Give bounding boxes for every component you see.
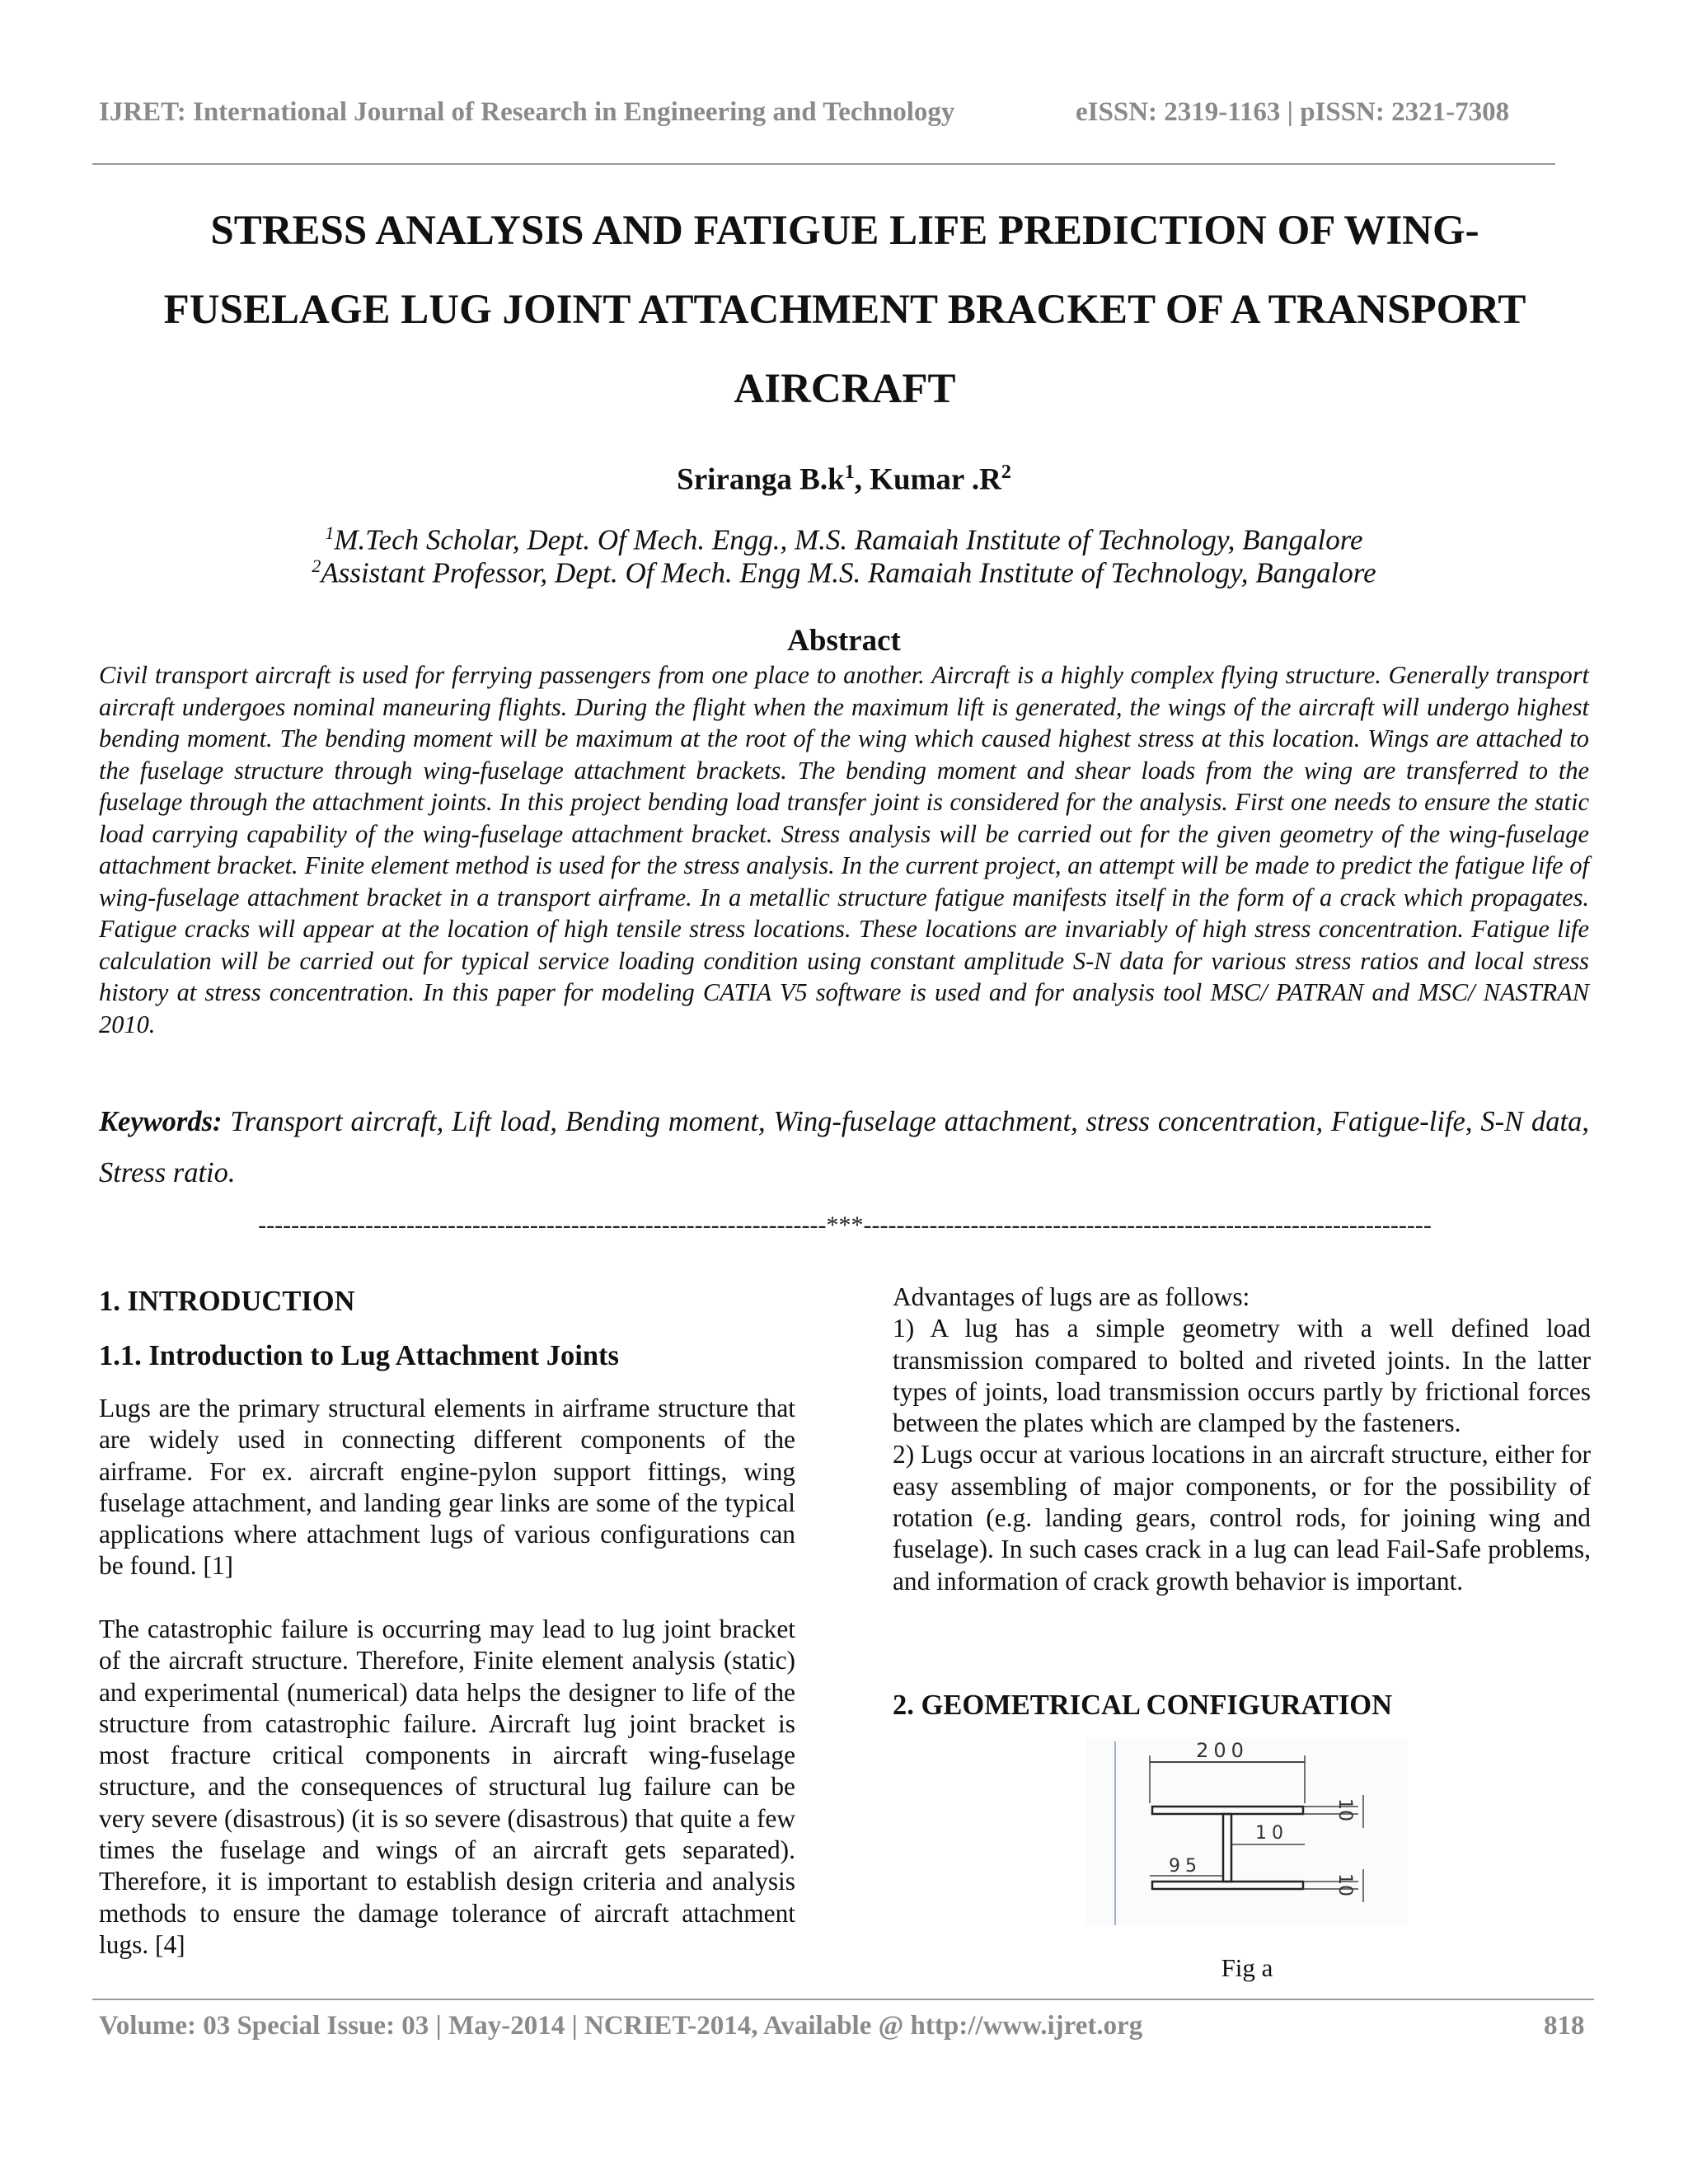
title-line-3: AIRCRAFT — [734, 366, 956, 412]
affiliation-1-text: M.Tech Scholar, Dept. Of Mech. Engg., M.S. Ramaiah Institute of Technology, Bangalore — [334, 523, 1363, 556]
affiliation-2 — [0, 555, 1688, 590]
author-separator: , — [854, 462, 870, 497]
intro-paragraph-2-text: The catastrophic failure is occurring may lead to lug joint bracket of the aircraft structure. Therefore, Finite element analysis (static) and experimental (numerical) data helps the designer to life of the structure from catastrophic failure. Aircraft lug joint bracket is most fracture critical components in aircraft wing-fuselage structure, and the consequences of structural lug failure can be very severe (disastrous) (it is so severe (disastrous) that quite a few times the fuselage and wings of an aircraft gets separated). Therefore, it is important to establish design criteria and analysis methods to ensure the damage tolerance of aircraft attachment lugs. [4] — [99, 1615, 795, 1959]
lug-advantage-item: 2) Lugs occur at various locations in an aircraft structure, either for easy assembling of major components, or for the possibility of rotation (e.g. landing gears, control rods, for joining wing and fuselage). In such cases crack in a lug can lead Fail-Safe problems, and information of crack growth behavior is important. — [893, 1440, 1591, 1596]
section-separator: ---------------------------------------------------------------------***--------------------------------------------------------------------- — [258, 1212, 1432, 1239]
figure-background — [1086, 1737, 1408, 1925]
lug-advantages — [893, 1282, 1591, 1597]
abstract-heading: Abstract — [787, 624, 901, 658]
title-line-2: FUSELAGE LUG JOINT ATTACHMENT BRACKET OF A TRANSPORT — [163, 287, 1526, 333]
figure-caption: Fig a — [1221, 1953, 1273, 1982]
author-2-name: Kumar .R — [870, 462, 1001, 497]
affiliation-1 — [0, 523, 1688, 557]
author-2-sup: 2 — [1001, 462, 1011, 483]
bottom-dimension-label: 95 — [1169, 1856, 1202, 1877]
i-section-figure — [1086, 1737, 1408, 1925]
abstract-body: Civil transport aircraft is used for ferrying passengers from one place to another. Aircraft is a highly complex flying structure. Generally transport aircraft undergoes nominal maneuring flights. During the flight when the maximum lift is generated, the wings of the aircraft will undergo highest bending moment. The bending moment will be maximum at the root of the wing which caused highest stress at this location. Wings are attached to the fuselage structure through wing-fuselage attachment brackets. The bending moment and shear loads from the wing are transferred to the fuselage through the attachment joints. In this project bending load transfer joint is considered for the analysis. First one needs to ensure the static load carrying capability of the wing-fuselage attachment bracket. Stress analysis will be carried out for the given geometry of the wing-fuselage attachment bracket. Finite element method is used for the stress analysis. In the current project, an attempt will be made to predict the fatigue life of wing-fuselage attachment bracket in a transport airframe. In a metallic structure fatigue manifests itself in the form of a crack which propagates. Fatigue cracks will appear at the location of high tensile stress locations. These locations are invariably of high stress concentration. Fatigue life calculation will be carried out for typical service loading condition using constant amplitude S-N data for various stress ratios and local stress history at stress concentration. In this paper for modeling CATIA V5 software is used and for analysis tool MSC/ PATRAN and MSC/ NASTRAN 2010. — [99, 661, 1589, 1038]
affiliation-2-sup: 2 — [312, 555, 321, 576]
keywords-label: Keywords: — [99, 1106, 223, 1137]
section-heading-introduction: 1. INTRODUCTION — [99, 1286, 355, 1317]
header-rule — [92, 163, 1555, 165]
author-1-sup: 1 — [844, 462, 855, 483]
subsection-heading-lug-joints: 1.1. Introduction to Lug Attachment Joints — [99, 1340, 619, 1371]
running-header-journal: IJRET: International Journal of Research in Engineering and Technology — [99, 97, 955, 127]
affiliation-2-text: Assistant Professor, Dept. Of Mech. Engg M.S. Ramaiah Institute of Technology, Bangalore — [321, 556, 1376, 589]
author-1-name: Sriranga B.k — [677, 462, 845, 497]
page-number: 818 — [1544, 2011, 1585, 2041]
section-heading-geometry: 2. GEOMETRICAL CONFIGURATION — [893, 1690, 1393, 1721]
lug-advantages-intro: Advantages of lugs are as follows: — [893, 1282, 1250, 1311]
author-list — [0, 462, 1688, 497]
paper-title — [91, 191, 1599, 429]
keywords-text: Transport aircraft, Lift load, Bending moment, Wing-fuselage attachment, stress concentration, Fatigue-life, S-N data, Stress ratio. — [99, 1106, 1589, 1188]
keywords — [99, 1096, 1589, 1198]
intro-paragraph-2 — [99, 1614, 795, 1961]
bottom-flange-thickness-label: 10 — [1334, 1873, 1355, 1896]
footer-rule — [92, 1999, 1594, 2000]
running-header-issn: eISSN: 2319-1163 | pISSN: 2321-7308 — [1076, 97, 1510, 127]
title-line-1: STRESS ANALYSIS AND FATIGUE LIFE PREDICTION OF WING- — [210, 208, 1479, 254]
width-dimension-label: 200 — [1196, 1739, 1249, 1762]
top-flange-thickness-label: 10 — [1334, 1798, 1355, 1821]
intro-paragraph-1-text: Lugs are the primary structural elements in airframe structure that are widely used in connecting different components of the airframe. For ex. aircraft engine-pylon support fittings, wing fuselage attachment, and landing gear links are some of the typical applications where attachment lugs of various configurations can be found. [1] — [99, 1394, 795, 1581]
footer-citation: Volume: 03 Special Issue: 03 | May-2014 | NCRIET-2014, Available @ http://www.ijret.org — [99, 2011, 1143, 2041]
lug-advantage-item: 1) A lug has a simple geometry with a well defined load transmission compared to bolted and riveted joints. In the latter types of joints, load transmission occurs partly by frictional forces between the plates which are clamped by the fasteners. — [893, 1314, 1591, 1438]
affiliation-1-sup: 1 — [325, 523, 335, 543]
web-thickness-label: 10 — [1255, 1823, 1288, 1844]
intro-paragraph-1 — [99, 1393, 795, 1582]
